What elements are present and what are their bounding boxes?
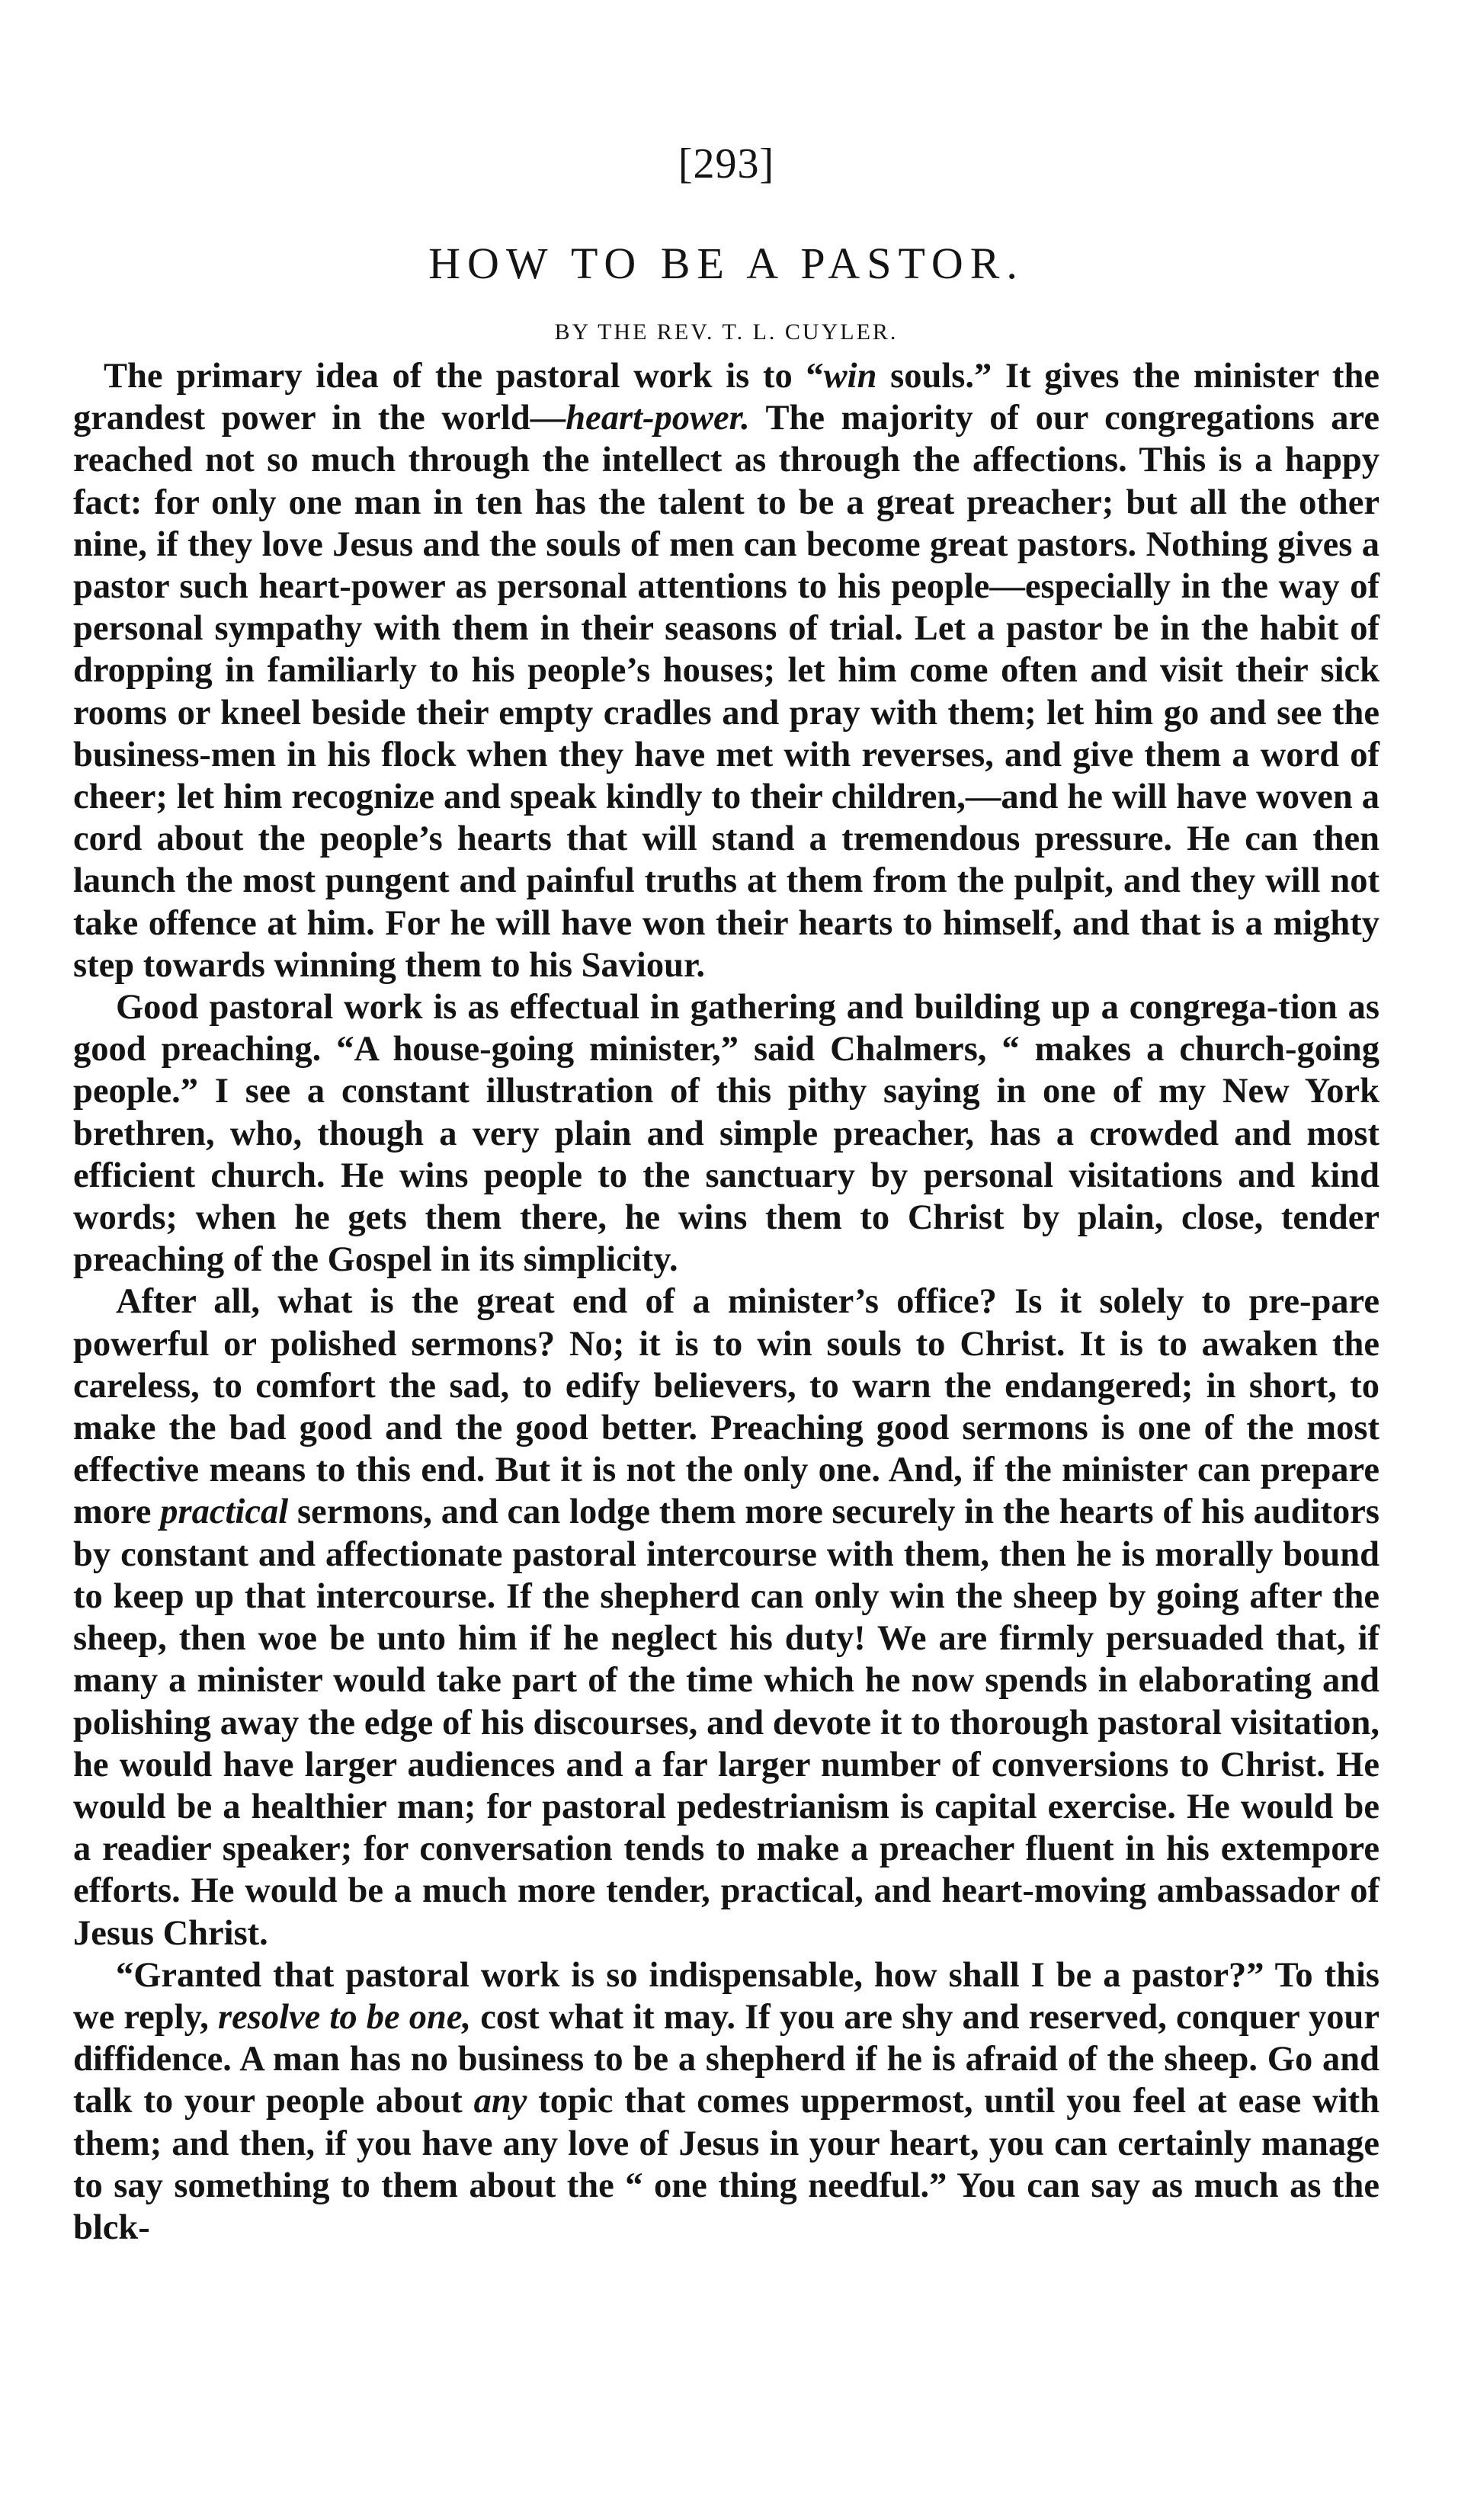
article-title: HOW TO BE A PASTOR. bbox=[428, 239, 1024, 288]
text-run: souls.” It gives the minister the grandest power in the world— bbox=[73, 357, 1379, 438]
author-byline: BY THE REV. T. L. CUYLER. bbox=[554, 319, 899, 345]
text-run: After all, what is the great end of a minister’s office? Is it solely to pre-pare powerful or polished sermons? No; it is to win souls to Christ. It is to awaken the careless, to comfort the sad, to edify believers, to warn the endangered; in short, to make the bad good and the good better. Preaching good sermons is one of the most effective means to this end. But it is not the only one. And, if the minister can prepare more bbox=[73, 1282, 1379, 1532]
text-run: cost what it may. If you are shy and reserved, conquer your diffidence. A man has no business to be a shepherd if he is afraid of the sheep. Go and talk to your people about bbox=[73, 1997, 1380, 2121]
text-run: Good pastoral work is as effectual in gathering and building up a congrega-tion as good preaching. “A house-going minister,” said Chalmers, “ makes a church-going people.” I see a constant illustration of this pithy saying in one of my New York brethren, who, though a very plain and simple preacher, has a crowded and most efficient church. He wins people to the sanctuary by personal visitations and kind words; when he gets them there, he wins them to Christ by plain, close, tender preaching of the Gospel in its simplicity. bbox=[73, 988, 1379, 1280]
italic-phrase: practical bbox=[160, 1492, 289, 1532]
paragraph bbox=[73, 1281, 1379, 1954]
text-run: The primary idea of the pastoral work is to “ bbox=[104, 357, 824, 396]
text-run: The majority of our congregations are reached not so much through the intellect as through the affections. This is a happy fact: for only one man in ten has the talent to be a great preacher; but all the other nine, if they love Jesus and the souls of men can become great pastors. Nothing gives a pastor such heart-power as personal attentions to his people—especially in the way of personal sympathy with them in their seasons of trial. Let a pastor be in the habit of dropping in familiarly to his people’s houses; let him come often and visit their sick rooms or kneel beside their empty cradles and pray with them; let him go and see the business-men in his flock when they have met with reverses, and give them a word of cheer; let him recognize and speak kindly to their children,—and he will have woven a cord about the people’s hearts that will stand a tremendous pressure. He can then launch the most pungent and painful truths at them from the pulpit, and they will not take offence at him. For he will have won their hearts to himself, and that is a mighty step towards winning them to his Saviour. bbox=[73, 399, 1379, 985]
italic-phrase: heart-power. bbox=[566, 399, 750, 438]
paragraph bbox=[73, 1954, 1379, 2249]
page-number: [293] bbox=[678, 140, 775, 188]
italic-phrase: resolve to be one, bbox=[218, 1997, 472, 2037]
italic-phrase: win bbox=[823, 357, 877, 396]
paragraph bbox=[73, 986, 1379, 1281]
italic-phrase: any bbox=[473, 2082, 527, 2121]
text-run: sermons, and can lodge them more securely in the hearts of his auditors by constant and affectionate pastoral intercourse with them, then he is morally bound to keep up that intercourse. If the shepherd can only win the sheep by going after the sheep, then woe be unto him if he neglect his duty! We are firmly persuaded that, if many a minister would take part of the time which he now spends in elaborating and polishing away the edge of his discourses, and devote it to thorough pastoral visitation, he would have larger audiences and a far larger number of conversions to Christ. He would be a healthier man; for pastoral pedestrianism is capital exercise. He would be a readier speaker; for conversation tends to make a preacher fluent in his extempore efforts. He would be a much more tender, practical, and heart-moving ambassador of Jesus Christ. bbox=[73, 1492, 1379, 1953]
text-run: topic that comes uppermost, until you feel at ease with them; and then, if you have any love of Jesus in your heart, you can certainly manage to say something to them about the “ one thing needful.” You can say as much as the blck- bbox=[73, 2082, 1379, 2247]
text-run: “Granted that pastoral work is so indispensable, how shall I be a pastor?” To this we reply, bbox=[73, 1955, 1379, 2037]
paragraph bbox=[73, 355, 1379, 986]
article-body bbox=[73, 355, 1379, 2249]
document-page bbox=[73, 137, 1379, 2249]
